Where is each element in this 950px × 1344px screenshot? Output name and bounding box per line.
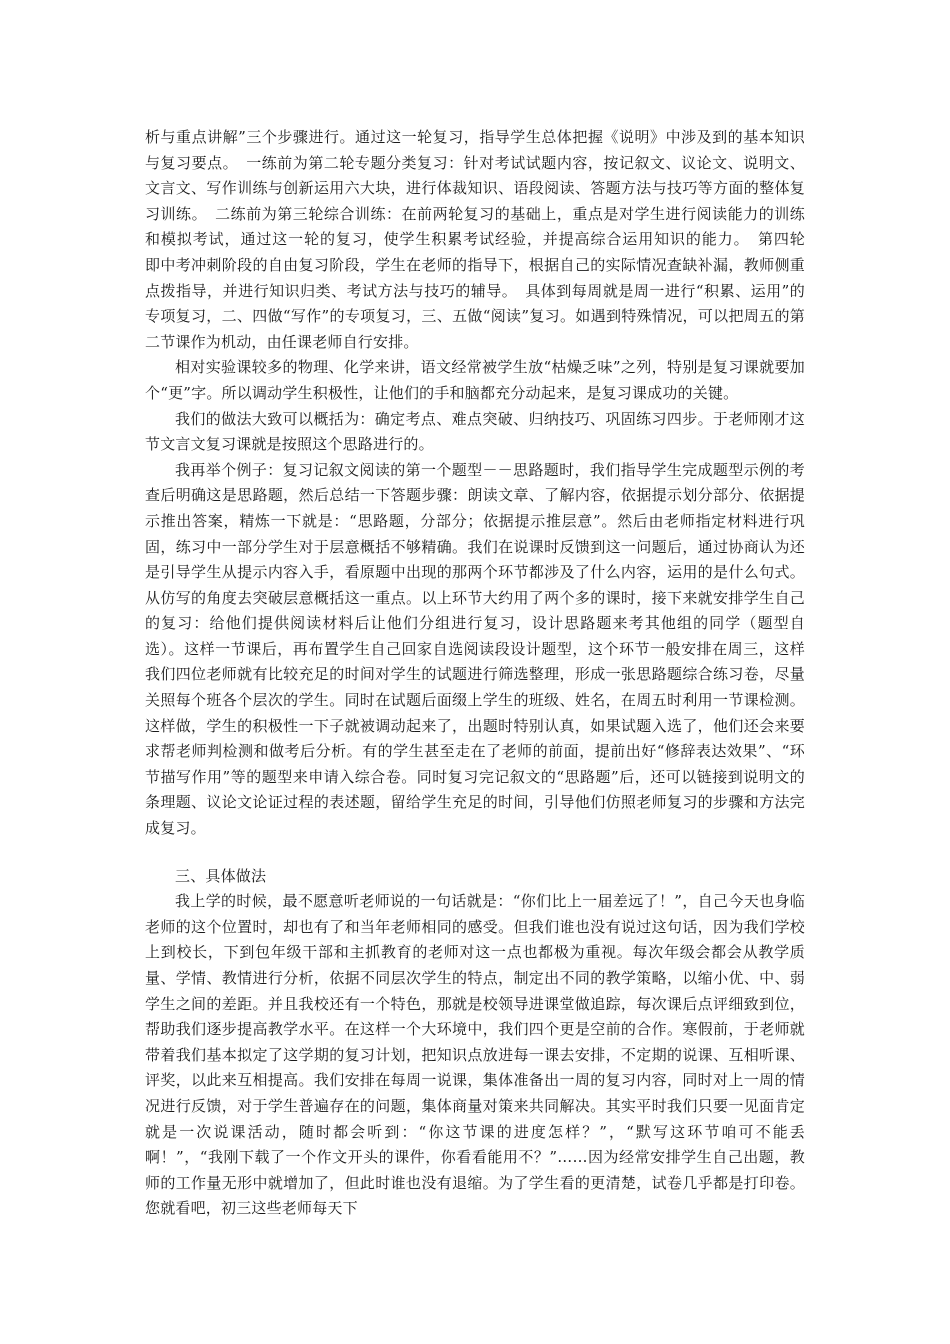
paragraph-specific-practice: 我上学的时候，最不愿意听老师说的一句话就是：“你们比上一届差远了！”，自己今天也身临老师的这个位置时，却也有了和当年老师相同的感受。但我们谁也没有说过这句话，因为我们学校上到校长，下到包年级干部和主抓教育的老师对这一点也都极为重视。每次年级会都会从教学质量、学情、教情进行分析，依据不同层次学生的特点，制定出不同的教学策略，以缩小优、中、弱学生之间的差距。并且我校还有一个特色，那就是校领导进课堂做追踪，每次课后点评细致到位，帮助我们逐步提高教学水平。在这样一个大环境中，我们四个更是空前的合作。寒假前，于老师就带着我们基本拟定了这学期的复习计划，把知识点放进每一课去安排，不定期的说课、互相听课、评奖，以此来互相提高。我们安排在每周一说课，集体准备出一周的复习内容，同时对上一周的情况进行反馈，对于学生普遍存在的问题，集体商量对策来共同解决。其实平时我们只要一见面肯定就是一次说课活动，随时都会听到：“你这节课的进度怎样？”，“默写这环节咱可不能丢啊！”，“我刚下载了一个作文开头的课件，你看看能用不？”……因为经常安排学生自己出题，教师的工作量无形中就增加了，但此时谁也没有退缩。为了学生看的更清楚，试卷几乎都是打印卷。您就看吧，初三这些老师每天下 — [145, 892, 805, 1218]
paragraph-motivation: 相对实验课较多的物理、化学来讲，语文经常被学生放“枯燥乏味”之列，特别是复习课就要加个“更”字。所以调动学生积极性，让他们的手和脑都充分动起来，是复习课成功的关键。 — [145, 358, 805, 402]
paragraph-review-rounds: 析与重点讲解”三个步骤进行。通过这一轮复习，指导学生总体把握《说明》中涉及到的基本知识与复习要点。 一练前为第二轮专题分类复习：针对考试试题内容，按记叙文、议论文、说明文、文言文、写作训练与创新运用六大块，进行体裁知识、语段阅读、答题方法与技巧等方面的整体复习训练。 二练前为第三轮综合训练：在前两轮复习的基础上，重点是对学生进行阅读能力的训练和模拟考试，通过这一轮的复习，使学生积累考试经验，并提高综合运用知识的能力。 第四轮 即中考冲刺阶段的自由复习阶段，学生在老师的指导下，根据自己的实际情况查缺补漏，教师侧重点拨指导，并进行知识归类、考试方法与技巧的辅导。 具体到每周就是周一进行“积累、运用”的专项复习，二、四做“写作”的专项复习，三、五做“阅读”复习。如遇到特殊情况，可以把周五的第二节课作为机动，由任课老师自行安排。 — [145, 128, 821, 351]
paragraph-method-summary: 我们的做法大致可以概括为：确定考点、难点突破、归纳技巧、巩固练习四步。于老师刚才这节文言文复习课就是按照这个思路进行的。 — [145, 409, 805, 454]
document-page — [145, 125, 821, 1222]
section-heading: 三、具体做法 — [175, 866, 267, 885]
paragraph-example: 我再举个例子：复习记叙文阅读的第一个题型－－思路题时，我们指导学生完成题型示例的考查后明确这是思路题，然后总结一下答题步骤：朗读文章、了解内容，依据提示划分部分、依据提示推出答案，精炼一下就是：“思路题，分部分；依据提示推层意”。然后由老师指定材料进行巩固，练习中一部分学生对于层意概括不够精确。我们在说课时反馈到这一问题后，通过协商认为还是引导学生从提示内容入手，看原题中出现的那两个环节都涉及了什么内容，运用的是什么句式。从仿写的角度去突破层意概括这一重点。以上环节大约用了两个多的课时，接下来就安排学生自己的复习：给他们提供阅读材料后让他们分组进行复习，设计思路题来考其他组的同学（题型自选）。这样一节课后，再布置学生自己回家自选阅读段设计题型，这个环节一般安排在周三，这样我们四位老师就有比较充足的时间对学生的试题进行筛选整理，形成一张思路题综合练习卷，尽量关照每个班各个层次的学生。同时在试题后面缀上学生的班级、姓名，在周五时利用一节课检测。这样做，学生的积极性一下子就被调动起来了，出题时特别认真，如果试题入选了，他们还会来要求帮老师判检测和做考后分析。有的学生甚至走在了老师的前面，提前出好“修辞表达效果”、“环节描写作用”等的题型来申请入综合卷。同时复习完记叙文的“思路题”后，还可以链接到说明文的条理题、议论文论证过程的表述题，留给学生充足的时间，引导他们仿照老师复习的步骤和方法完成复习。 — [145, 460, 805, 838]
